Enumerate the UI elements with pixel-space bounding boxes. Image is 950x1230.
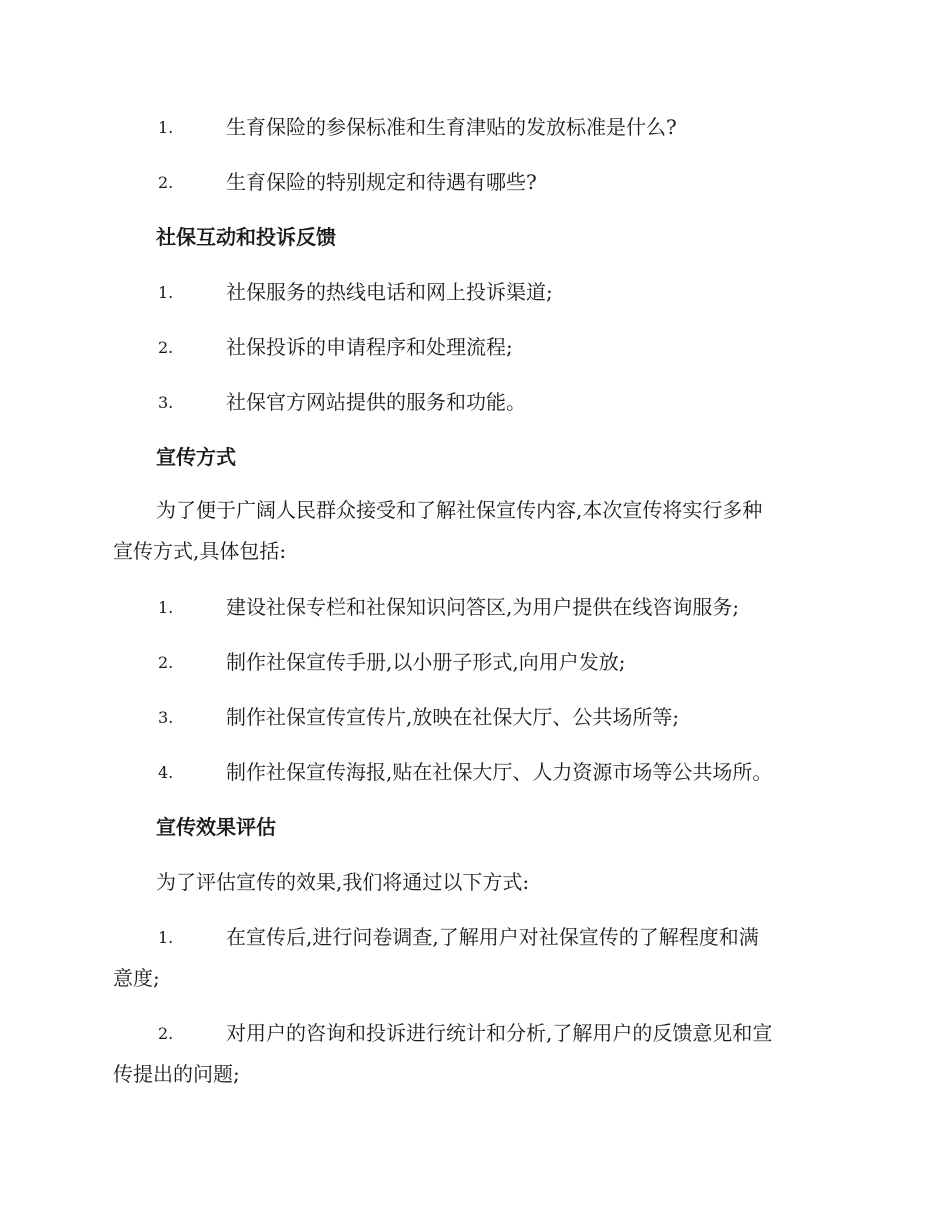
list-item-text: 制作社保宣传海报,贴在社保大厅、人力资源市场等公共场所。 bbox=[226, 760, 773, 784]
list-number: 2. bbox=[158, 173, 174, 192]
list-number: 1. bbox=[158, 598, 174, 617]
paragraph bbox=[113, 490, 833, 572]
list-number: 1. bbox=[158, 928, 174, 947]
list-number: 1. bbox=[158, 118, 174, 137]
list-item-text: 制作社保宣传手册,以小册子形式,向用户发放; bbox=[226, 650, 626, 674]
list-item-text-continued: 意度; bbox=[113, 966, 160, 990]
list-number: 2. bbox=[158, 338, 174, 357]
list-item-text: 建设社保专栏和社保知识问答区,为用户提供在线咨询服务; bbox=[226, 595, 740, 619]
list-number: 3. bbox=[158, 393, 174, 412]
list-number: 3. bbox=[158, 708, 174, 727]
list-item-text: 社保官方网站提供的服务和功能。 bbox=[226, 390, 526, 414]
paragraph bbox=[113, 862, 833, 903]
list-item bbox=[0, 1013, 950, 1095]
list-item-text: 生育保险的特别规定和待遇有哪些? bbox=[226, 170, 537, 194]
list-item-text: 社保服务的热线电话和网上投诉渠道; bbox=[226, 280, 553, 304]
list-number: 1. bbox=[158, 283, 174, 302]
list-number: 2. bbox=[158, 653, 174, 672]
paragraph-line: 为了评估宣传的效果,我们将通过以下方式: bbox=[156, 870, 530, 894]
list-item bbox=[0, 917, 950, 999]
list-item-text: 生育保险的参保标准和生育津贴的发放标准是什么? bbox=[226, 115, 677, 139]
list-item-text-continued: 传提出的问题; bbox=[113, 1062, 240, 1086]
section-heading: 社保互动和投诉反馈 bbox=[156, 225, 336, 249]
list-number: 4. bbox=[158, 763, 174, 782]
list-item-text: 制作社保宣传宣传片,放映在社保大厅、公共场所等; bbox=[226, 705, 680, 729]
paragraph-line: 宣传方式,具体包括: bbox=[113, 539, 287, 563]
list-number: 2. bbox=[158, 1024, 174, 1043]
section-heading: 宣传方式 bbox=[156, 445, 236, 469]
list-item-text: 社保投诉的申请程序和处理流程; bbox=[226, 335, 513, 359]
section-heading: 宣传效果评估 bbox=[156, 815, 276, 839]
list-item-text: 在宣传后,进行问卷调查,了解用户对社保宣传的了解程度和满 bbox=[226, 925, 759, 949]
list-item-text: 对用户的咨询和投诉进行统计和分析,了解用户的反馈意见和宣 bbox=[226, 1021, 773, 1045]
paragraph-line: 为了便于广阔人民群众接受和了解社保宣传内容,本次宣传将实行多种 bbox=[156, 498, 763, 522]
